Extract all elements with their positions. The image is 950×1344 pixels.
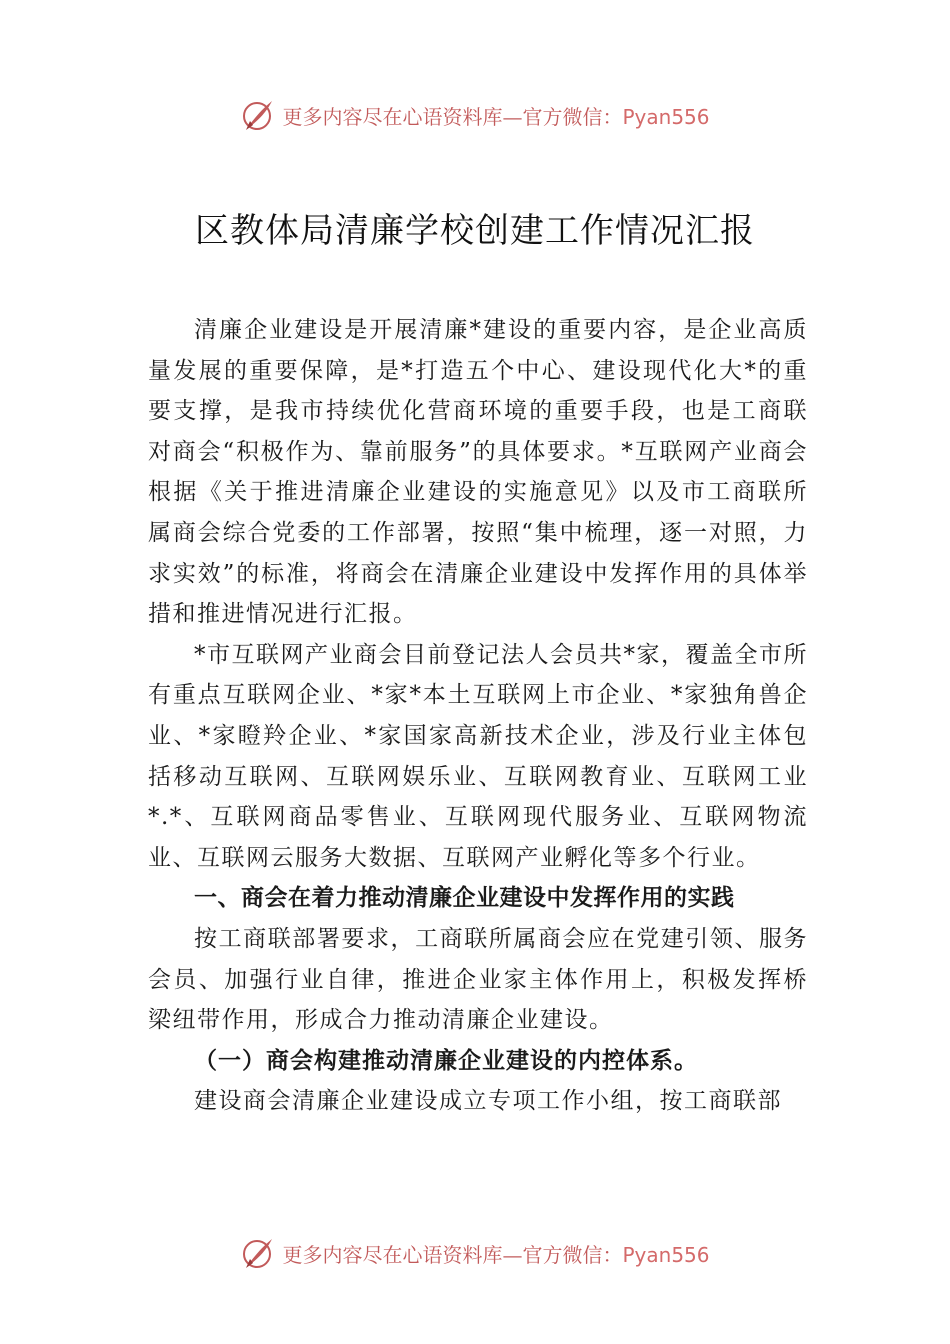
watermark-wechat-id: Pyan556	[622, 1242, 710, 1267]
document-title: 区教体局清廉学校创建工作情况汇报	[195, 211, 755, 251]
subsection-heading-1: （一）商会构建推动清廉企业建设的内控体系。	[194, 1046, 698, 1074]
document-body	[148, 310, 808, 1122]
watermark-text: 更多内容尽在心语资料库—官方微信：Pyan556	[282, 1242, 710, 1267]
paragraph-subsection-1: 建设商会清廉企业建设成立专项工作小组，按工商联部	[194, 1088, 782, 1115]
watermark-header	[0, 95, 950, 135]
paragraph-section-1: 按工商联部署要求，工商联所属商会应在党建引领、服务会员、加强行业自律，推进企业家主体作用上，积极发挥桥梁纽带作用，形成合力推动清廉企业建设。	[148, 925, 808, 1034]
paragraph-members: *市互联网产业商会目前登记法人会员共*家，覆盖全市所有重点互联网企业、*家*本土互联网上市企业、*家独角兽企业、*家瞪羚企业、*家国家高新技术企业，涉及行业主体包括移动互联网、互联网娱乐业、互联网教育业、互联网工业*.*、互联网商品零售业、互联网现代服务业、互联网物流业、互联网云服务大数据、互联网产业孵化等多个行业。	[148, 641, 808, 871]
quill-pen-logo-icon	[240, 1235, 276, 1271]
section-heading-1: 一、商会在着力推动清廉企业建设中发挥作用的实践	[194, 885, 735, 912]
watermark-footer	[0, 1233, 950, 1273]
paragraph-intro: 清廉企业建设是开展清廉*建设的重要内容，是企业高质量发展的重要保障，是*打造五个中心、建设现代化大*的重要支撑，是我市持续优化营商环境的重要手段，也是工商联对商会“积极作为、靠前服务”的具体要求。*互联网产业商会根据《关于推进清廉企业建设的实施意见》以及市工商联所属商会综合党委的工作部署，按照“集中梳理，逐一对照，力求实效”的标准，将商会在清廉企业建设中发挥作用的具体举措和推进情况进行汇报。	[148, 317, 808, 628]
watermark-wechat-id: Pyan556	[622, 104, 710, 129]
watermark-text: 更多内容尽在心语资料库—官方微信：Pyan556	[282, 104, 710, 129]
quill-pen-logo-icon	[240, 97, 276, 133]
